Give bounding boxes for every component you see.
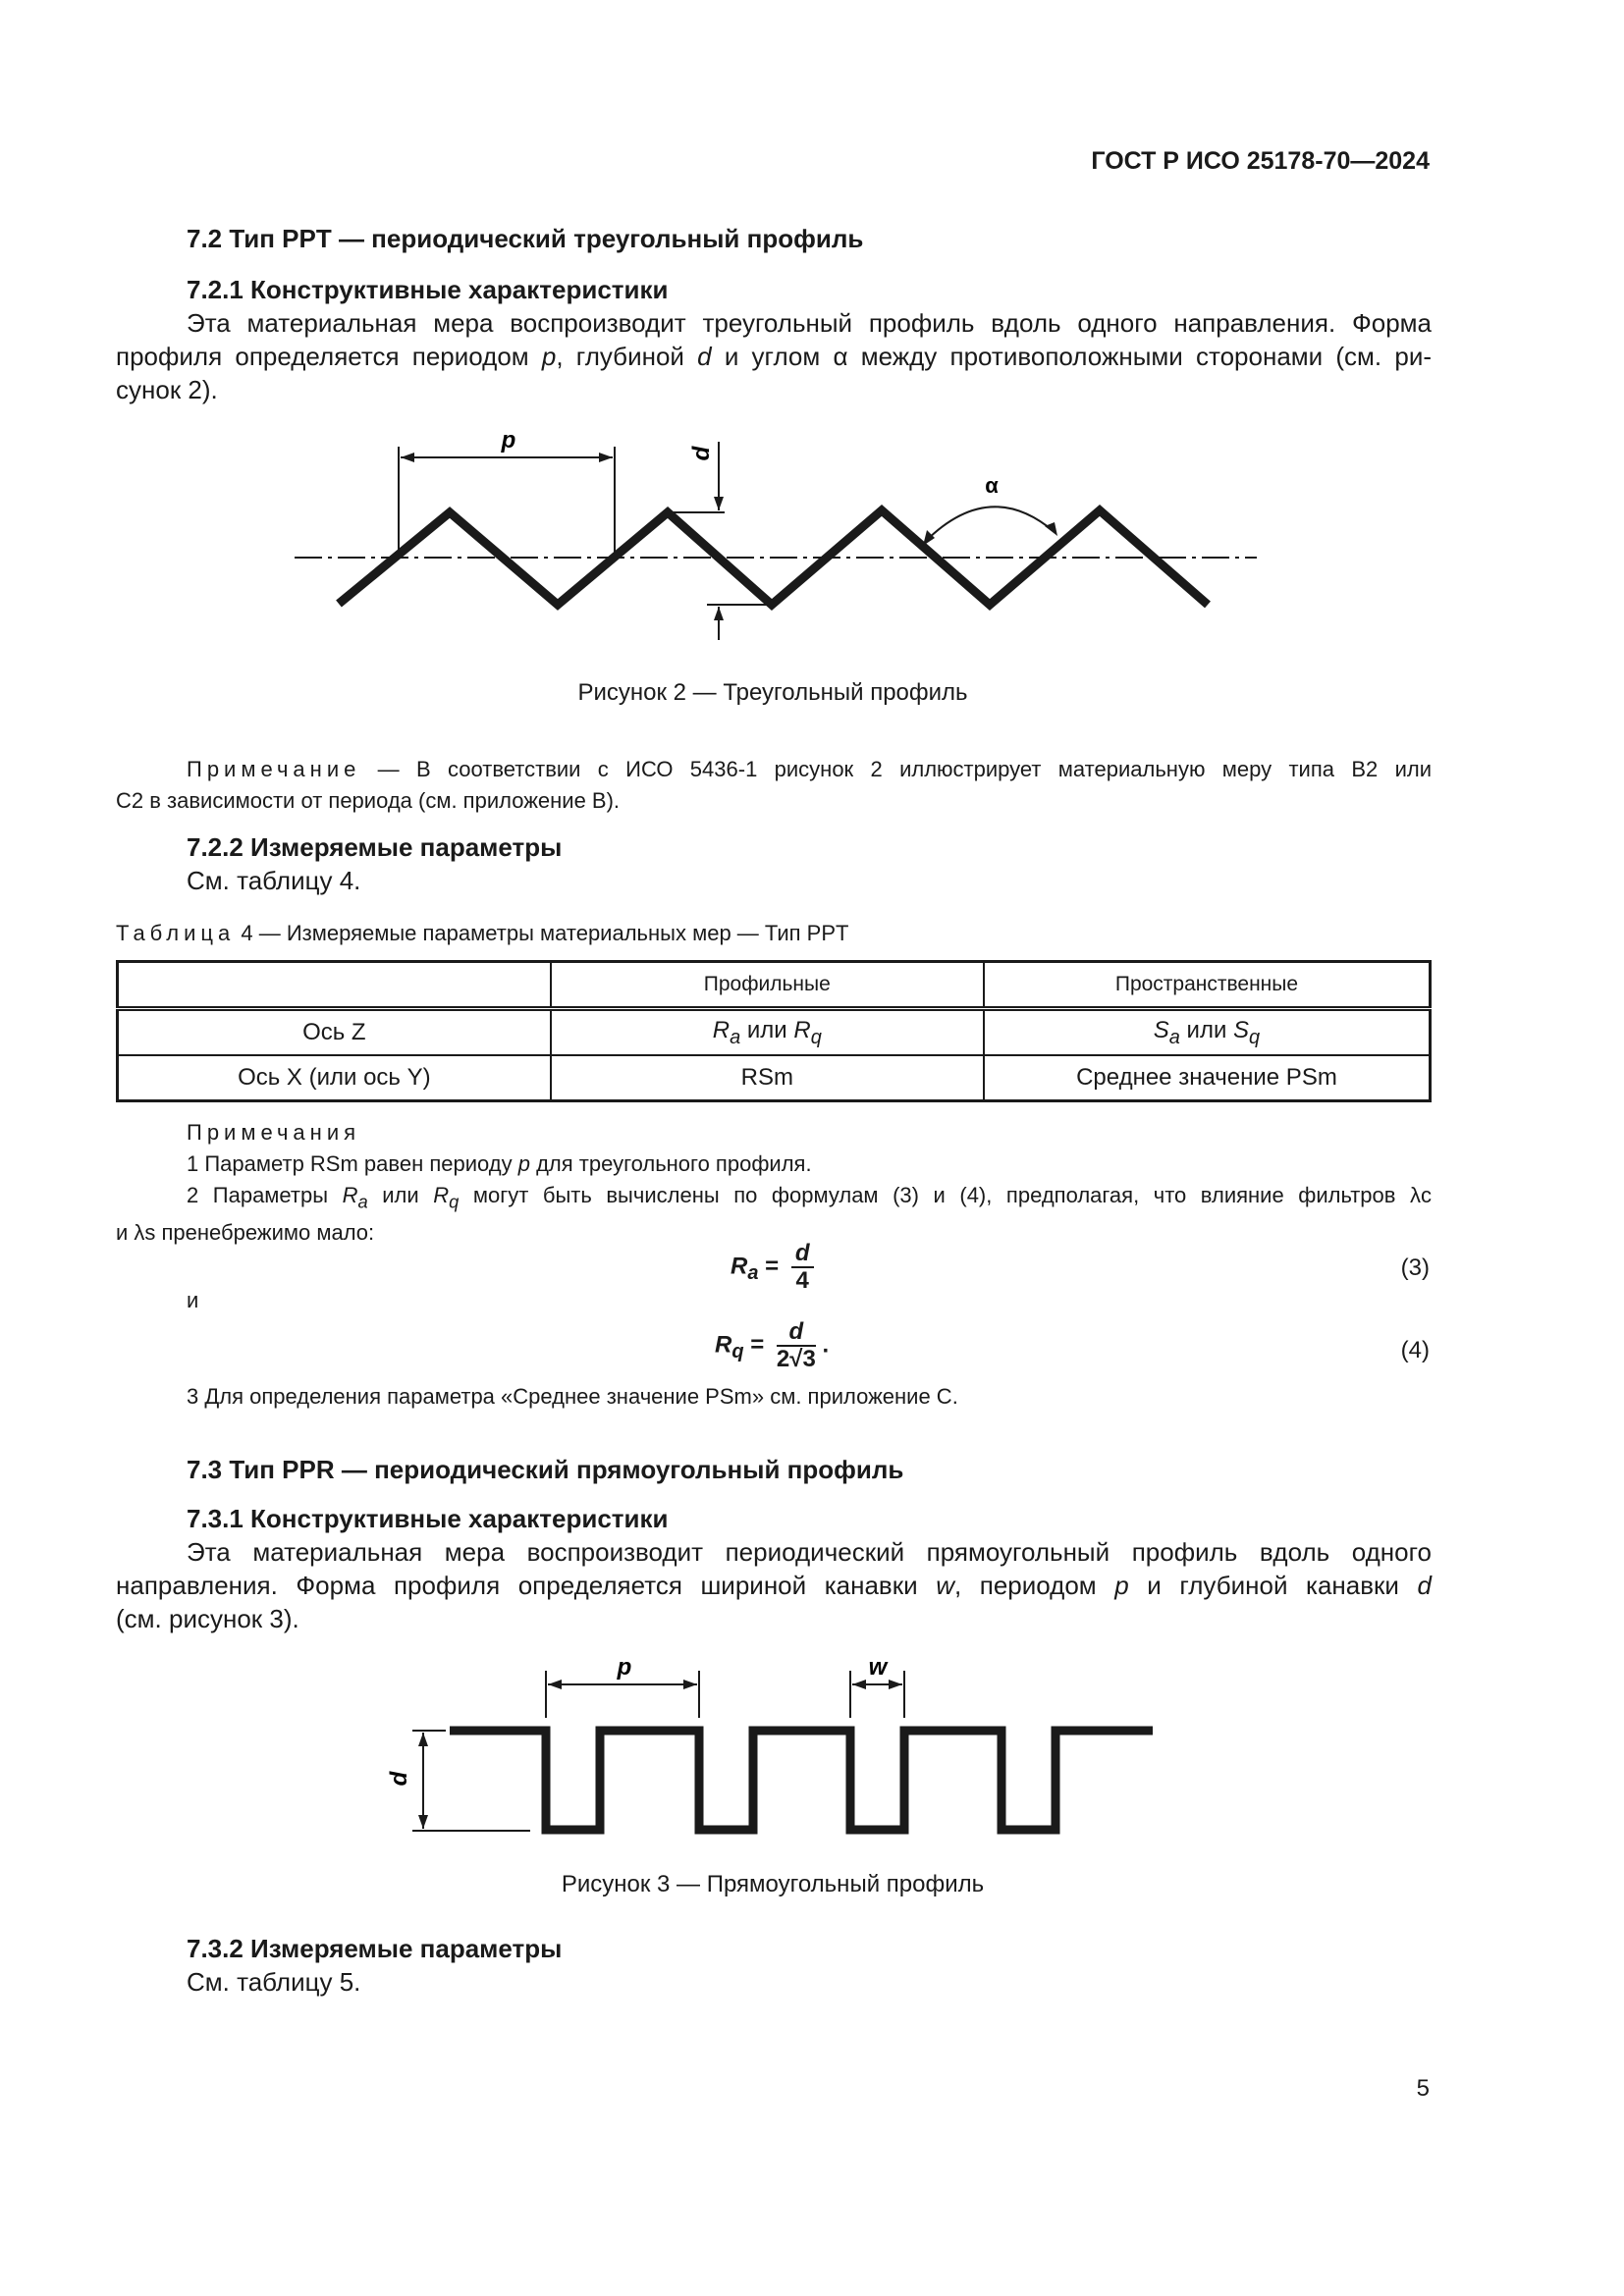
section-7-2-1-paragraph: [116, 306, 1432, 406]
note-text: и λs пренебрежимо мало:: [116, 1220, 375, 1246]
table-label: Таблица: [116, 921, 236, 945]
note-text: С2 в зависимости от периода (см. приложение В).: [116, 788, 621, 813]
label-w: w: [868, 1654, 888, 1681]
table-row: [118, 1055, 1431, 1101]
table-row: [118, 1009, 1431, 1056]
section-7-2-2-text: [116, 864, 1432, 897]
symbol-s: S: [1153, 1016, 1169, 1043]
arrowhead: [714, 497, 724, 510]
symbol-r: R: [793, 1016, 811, 1043]
arrowhead: [683, 1680, 697, 1689]
label-alpha: α: [985, 473, 999, 498]
conjunction: или: [367, 1183, 434, 1207]
arrowhead: [852, 1680, 866, 1689]
arrowhead: [889, 1680, 902, 1689]
fraction-numerator: d: [791, 1241, 814, 1268]
arrowhead: [1045, 522, 1057, 536]
notes-label: Примечания: [187, 1120, 361, 1145]
page-number: 5: [1416, 2075, 1430, 2102]
table-cell: Ось X (или ось Y): [118, 1055, 551, 1101]
para-line: См. таблицу 5.: [187, 1967, 361, 1997]
arrowhead: [714, 607, 724, 620]
conjunction: или: [740, 1016, 794, 1043]
arrowhead: [923, 530, 935, 546]
arrowhead: [599, 453, 613, 462]
figure-3-caption: Рисунок 3 — Прямоугольный профиль: [561, 1871, 985, 1897]
var-w: w: [936, 1571, 954, 1600]
table-header-row: [118, 962, 1431, 1009]
var-p: p: [517, 1151, 530, 1176]
table-header-cell: [118, 962, 551, 1009]
var-p: p: [1114, 1571, 1129, 1600]
formula-4: [715, 1319, 829, 1372]
section-7-2-2-title: 7.2.2 Измеряемые параметры: [187, 832, 563, 862]
table-header-cell: Пространственные: [984, 962, 1431, 1009]
note-text: 1 Параметр RSm равен периоду: [187, 1151, 518, 1176]
label-d: d: [688, 446, 715, 461]
note-text: могут быть вычислены по формулам (3) и (4), предполагая, что влияние фильтров λc: [459, 1183, 1433, 1207]
table-4-title: [116, 921, 848, 946]
subscript: a: [1168, 1026, 1180, 1048]
subscript: a: [747, 1262, 759, 1285]
fraction-numerator: d: [777, 1319, 816, 1347]
para-line: См. таблицу 4.: [187, 866, 361, 895]
table-header-cell: Профильные: [551, 962, 984, 1009]
subscript: a: [730, 1026, 741, 1048]
figure-2-caption: Рисунок 2 — Треугольный профиль: [577, 679, 968, 706]
arrowhead: [418, 1733, 428, 1746]
note-text: — В соответствии с ИСО 5436-1 рисунок 2 иллюстрирует материальную меру типа В2 или: [360, 757, 1432, 781]
alpha-arc: [925, 507, 1055, 542]
fraction-denominator: 2√3: [776, 1346, 816, 1372]
formula-lhs: R: [715, 1331, 732, 1359]
document-header: ГОСТ Р ИСО 25178-70—2024: [1091, 147, 1430, 175]
arrowhead: [418, 1815, 428, 1829]
section-7-2-title: 7.2 Тип PPT — периодический треугольный профиль: [187, 224, 864, 253]
label-d: d: [386, 1771, 412, 1787]
table-cell: Среднее значение PSm: [984, 1055, 1431, 1101]
section-7-3-1-paragraph: [116, 1535, 1432, 1635]
subscript: a: [357, 1191, 368, 1212]
subscript: q: [731, 1341, 744, 1363]
para-line: и глубиной канавки: [1128, 1571, 1418, 1600]
para-line: профиля определяется периодом: [116, 342, 542, 371]
var-p: p: [541, 342, 557, 371]
subscript: q: [449, 1191, 460, 1212]
section-7-2-1-title: 7.2.1 Конструктивные характеристики: [187, 275, 669, 304]
para-line: Эта материальная мера воспроизводит треугольный профиль вдоль одного направления. Форма: [187, 308, 1432, 338]
formula-4-number: (4): [1400, 1337, 1430, 1363]
label-p: p: [617, 1654, 632, 1681]
figure-2-triangular-profile: [285, 422, 1267, 648]
rectangular-profile: [450, 1731, 1153, 1830]
para-line: сунок 2).: [116, 375, 218, 404]
table-cell: [551, 1009, 984, 1056]
note-3: 3 Для определения параметра «Среднее значение PSm» см. приложение С.: [187, 1384, 958, 1409]
note-text: для треугольного профиля.: [529, 1151, 812, 1176]
var-d: d: [1417, 1571, 1432, 1600]
equals-sign: =: [743, 1331, 771, 1359]
section-7-3-2-title: 7.3.2 Измеряемые параметры: [187, 1934, 563, 1963]
symbol-r: R: [433, 1183, 450, 1207]
table-cell: RSm: [551, 1055, 984, 1101]
table-cell: [984, 1009, 1431, 1056]
arrowhead: [401, 453, 414, 462]
note-label: Примечание: [187, 757, 361, 781]
para-line: Эта материальная мера воспроизводит периодический прямоугольный профиль вдоль одного: [187, 1537, 1432, 1567]
formula-tail: .: [815, 1331, 830, 1359]
para-line: и углом α между противоположными сторонами (см. ри-: [711, 342, 1433, 371]
para-line: (см. рисунок 3).: [116, 1604, 299, 1633]
arrowhead: [548, 1680, 562, 1689]
note-figure-2: [116, 754, 1432, 817]
table-title-text: 4 — Измеряемые параметры материальных мер — Тип PPT: [235, 921, 849, 945]
section-7-3-title: 7.3 Тип PPR — периодический прямоугольный профиль: [187, 1455, 904, 1484]
var-d: d: [697, 342, 712, 371]
conjunction: или: [1179, 1016, 1234, 1043]
table-4-notes: [116, 1117, 1432, 1249]
label-p: p: [501, 427, 516, 454]
para-line: , периодом: [953, 1571, 1115, 1600]
conjunction-and: и: [187, 1288, 199, 1312]
table-cell: Ось Z: [118, 1009, 551, 1056]
equals-sign: =: [758, 1253, 785, 1280]
symbol-r: R: [712, 1016, 731, 1043]
formula-3: [731, 1241, 814, 1294]
formula-lhs: R: [731, 1253, 748, 1280]
note-text: 2 Параметры: [187, 1183, 343, 1207]
figure-3-rectangular-profile: [373, 1649, 1178, 1845]
para-line: , глубиной: [556, 342, 698, 371]
fraction-denominator: 4: [795, 1267, 809, 1294]
formula-3-number: (3): [1400, 1255, 1430, 1281]
section-7-3-1-title: 7.3.1 Конструктивные характеристики: [187, 1504, 669, 1533]
para-line: направления. Форма профиля определяется шириной канавки: [116, 1571, 937, 1600]
subscript: q: [1249, 1026, 1261, 1048]
section-7-3-2-text: [116, 1965, 1432, 1999]
table-4: [116, 960, 1432, 1102]
subscript: q: [810, 1026, 822, 1048]
symbol-s: S: [1233, 1016, 1250, 1043]
symbol-r: R: [342, 1183, 358, 1207]
